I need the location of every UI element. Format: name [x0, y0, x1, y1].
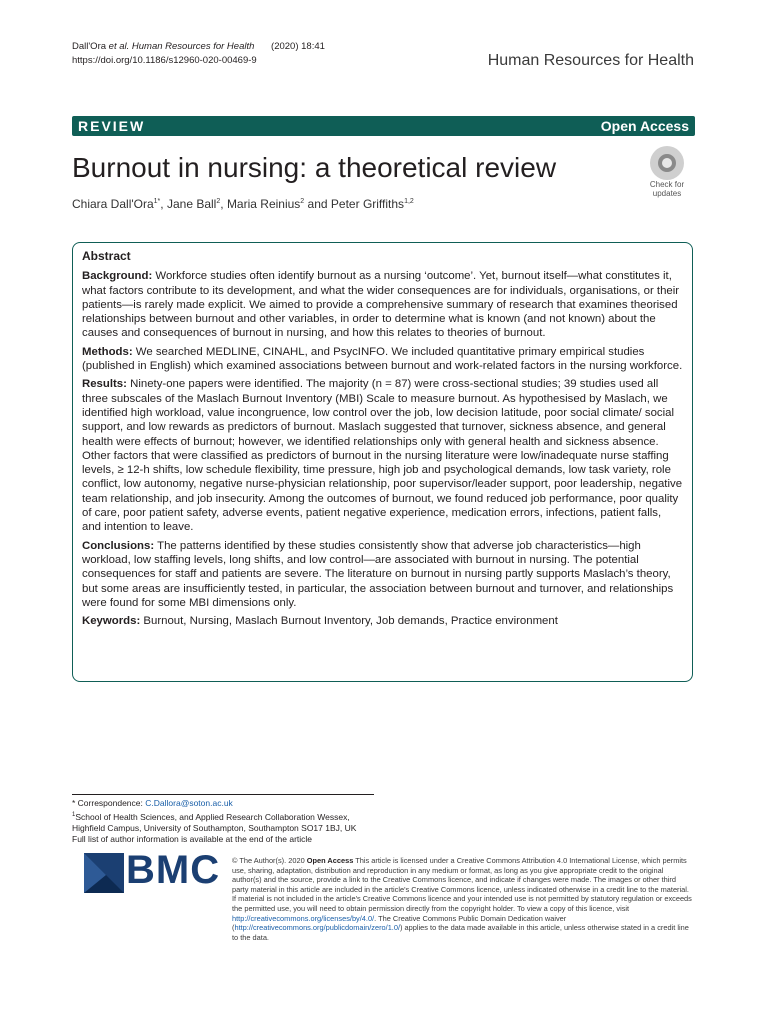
bmc-logo-icon [84, 853, 124, 893]
license-text: © The Author(s). 2020 Open Access This article is licensed under a Creative Commons Attribution 4.0 International License, which permits use, sharing, adaptation, distribution and reproduction in any medium or format, as long as you give appropriate credit to the original author(s) and the source, provide a link to the Creative Commons licence, and indicate if changes were made. The images or other third party material in this article are included in the article's Creative Commons licence, unless indicated otherwise in a credit line to the material. If material is not included in the article's Creative Commons licence and your intended use is not permitted by statutory regulation or exceeds the permitted use, you will need to obtain permission directly from the copyright holder. To view a copy of this licence, visit http://creativecommons.org/licenses/by/4.0/. The Creative Commons Public Domain Dedication waiver (http://creativecommons.org/publicdomain/zero/1.0/) applies to the data made available in this article, unless otherwise stated in a credit line to the data. [232, 856, 692, 942]
abstract-background: Background: Workforce studies often identify burnout as a nursing ‘outcome’. Yet, burnout itself—what constitutes it, what factors contribute to its development, and what the wider consequences are for individuals, organisations, or their patients—is rarely made explicit. We aimed to provide a comprehensive summary of research that examines theorised relationships between burnout and other variables, in order to determine what is known (and not known) about the causes and consequences of burnout in nursing, and how this relates to theories of burnout. [82, 270, 680, 340]
citation-year-volume: (2020) 18:41 [271, 41, 325, 52]
license-link[interactable]: http://creativecommons.org/licenses/by/4.0/ [232, 913, 375, 923]
correspondence-label: * Correspondence: [72, 798, 143, 808]
author-info-note: Full list of author information is available at the end of the article [72, 834, 313, 845]
open-access-label: Open Access [600, 118, 689, 134]
abstract-heading: Abstract [82, 249, 131, 263]
author-name: Peter Griffiths [330, 197, 405, 211]
article-title: Burnout in nursing: a theoretical review [72, 152, 557, 183]
abstract-conclusions: Conclusions: The patterns identified by these studies consistently show that adverse job characteristics—high workload, low staffing levels, long shifts, and low control—are associated with burnout in nursing. The potential consequences for staff and patients are severe. The literature on burnout in nursing partly supports Maslach’s theory, but some areas are insufficiently tested, in particular, the association between burnout and turnover, and relationships were found for some MBI dimensions only. [82, 539, 674, 609]
public-domain-link[interactable]: http://creativecommons.org/publicdomain/zero/1.0/ [234, 923, 401, 933]
affiliation-text: Highfield Campus, University of Southampton, Southampton SO17 1BJ, UK [72, 822, 357, 833]
check-updates-icon [650, 146, 684, 180]
author-affiliation-sup: 1,2 [404, 198, 414, 205]
author-affiliation-sup: 1* [153, 198, 161, 205]
bmc-logo-text: BMC [126, 848, 221, 892]
abstract-keywords: Keywords: Burnout, Nursing, Maslach Burnout Inventory, Job demands, Practice environment [82, 615, 558, 628]
doi-link[interactable]: https://doi.org/10.1186/s12960-020-00469-9 [72, 55, 257, 66]
author-list: Chiara Dall'Ora$^{1*}$, Jane Ball$^2$, Maria Reinius$^2$ and Peter Griffiths$^{1,2}$ [72, 197, 414, 211]
abstract-box [72, 242, 693, 682]
citation-journal: et al. Human Resources for Health [108, 41, 255, 52]
citation-first-author: Dall'Ora [72, 41, 107, 52]
check-for-updates-badge[interactable] [641, 146, 693, 202]
affiliation-text: School of Health Sciences, and Applied Research Collaboration Wessex, [75, 811, 350, 822]
abstract-results: Results: Ninety-one papers were identified. The majority (n = 87) were cross-sectional studies; 39 studies used all three subscales of the Maslach Burnout Inventory (MBI) Scale to measure burnout. As hypothesised by Maslach, we identified high workload, value incongruence, low control over the job, low decision latitude, poor social climate/ social support, and low rewards as predictors of burnout. Maslach suggested that turnover, sickness absence, and general health were effects of burnout; however, we identified relationships only with general health and sickness absence. Other factors that were classified as predictors of burnout in the nursing literature were low/inadequate nurse staffing levels, ≥ 12-h shifts, low schedule flexibility, time pressure, high job and psychological demands, low task variety, role conflict, low autonomy, negative nurse-physician relationship, poor supervisor/leader support, poor leadership, negative team relationship, and job insecurity. Among the outcomes of burnout, we found reduced job performance, poor quality of care, poor patient safety, adverse events, patient negative experience, medication errors, infections, patient falls, and intention to leave. [82, 378, 683, 534]
journal-name: Human Resources for Health [487, 52, 694, 69]
author-name: Maria Reinius [226, 197, 301, 211]
correspondence-email-link[interactable]: C.Dallora@soton.ac.uk [145, 798, 233, 808]
article-type-label: REVIEW [78, 118, 146, 134]
footnote-divider [72, 794, 374, 795]
citation-header [72, 40, 325, 68]
author-affiliation-sup: 2 [300, 198, 305, 205]
author-name: Chiara Dall'Ora [72, 197, 154, 211]
author-affiliation-sup: 2 [216, 198, 221, 205]
check-updates-text: Check for updates [649, 180, 685, 198]
article-type-bar [72, 116, 695, 136]
abstract-methods: Methods: We searched MEDLINE, CINAHL, and PsycINFO. We included quantitative primary empirical studies (published in English) which examined associations between burnout and work-related factors in the nursing workforce. [82, 345, 683, 373]
author-name: Jane Ball [166, 197, 217, 211]
footnotes: * Correspondence: C.Dallora@soton.ac.uk $^1$School of Health Sciences, and Applied Research Collaboration Wessex, Highfield Campus, University of Southampton, Southampton SO17 1BJ, UK Full list of author information is available at the end of the article [72, 798, 357, 845]
